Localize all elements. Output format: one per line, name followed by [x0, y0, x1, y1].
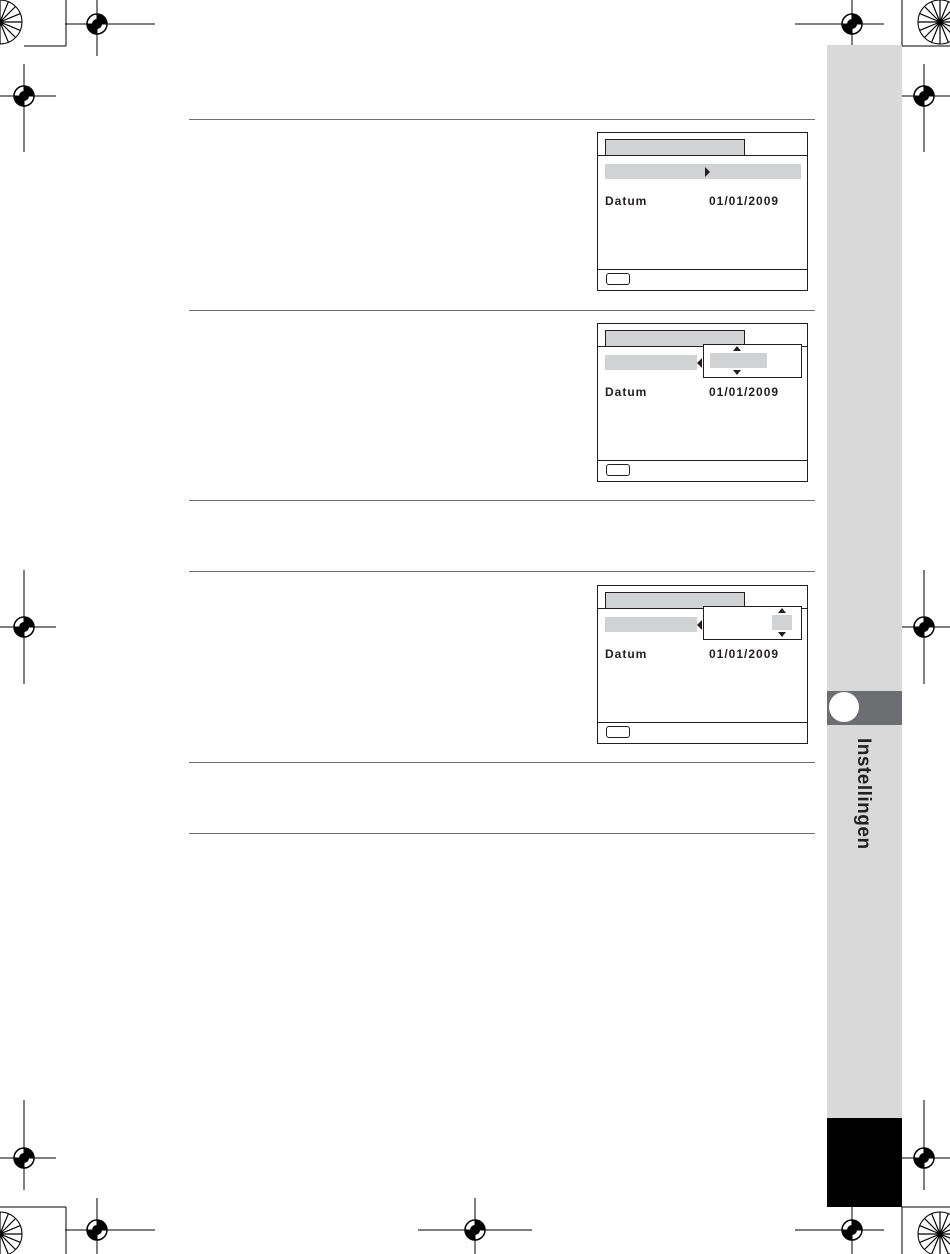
footer-line [598, 722, 807, 723]
menu-button-icon [606, 464, 630, 476]
select-popup [703, 344, 802, 378]
camera-screen-1 [597, 132, 808, 291]
menu-button-icon [606, 273, 630, 285]
section-divider [189, 119, 815, 120]
selected-row-highlight [605, 355, 697, 370]
selected-row-highlight [605, 164, 801, 179]
menu-tab [605, 139, 745, 155]
down-arrow-icon [778, 632, 786, 637]
section-divider [189, 500, 815, 501]
menu-button-icon [606, 726, 630, 738]
camera-screen-2 [597, 323, 808, 482]
date-label: Datum [605, 647, 648, 661]
date-value: 01/01/2009 [709, 647, 780, 661]
selected-row-highlight [605, 617, 697, 632]
popup-selection [772, 615, 792, 630]
section-divider [189, 762, 815, 763]
tab-line [598, 155, 807, 156]
camera-screen-3 [597, 585, 808, 744]
popup-selection [710, 353, 767, 368]
date-label: Datum [605, 385, 648, 399]
down-arrow-icon [733, 370, 741, 375]
footer-line [598, 460, 807, 461]
chapter-title: Instellingen [853, 738, 874, 850]
chapter-side-tab [827, 45, 902, 1207]
right-arrow-icon [705, 167, 710, 177]
left-arrow-icon [697, 358, 702, 368]
up-arrow-icon [778, 608, 786, 613]
section-divider [189, 571, 815, 572]
select-popup [703, 606, 802, 640]
date-label: Datum [605, 194, 648, 208]
date-value: 01/01/2009 [709, 194, 780, 208]
up-arrow-icon [733, 346, 741, 351]
page-number-box [827, 1118, 902, 1207]
section-divider [189, 833, 815, 834]
chapter-number-circle [829, 692, 859, 722]
left-arrow-icon [697, 620, 702, 630]
date-value: 01/01/2009 [709, 385, 780, 399]
section-divider [189, 310, 815, 311]
footer-line [598, 269, 807, 270]
